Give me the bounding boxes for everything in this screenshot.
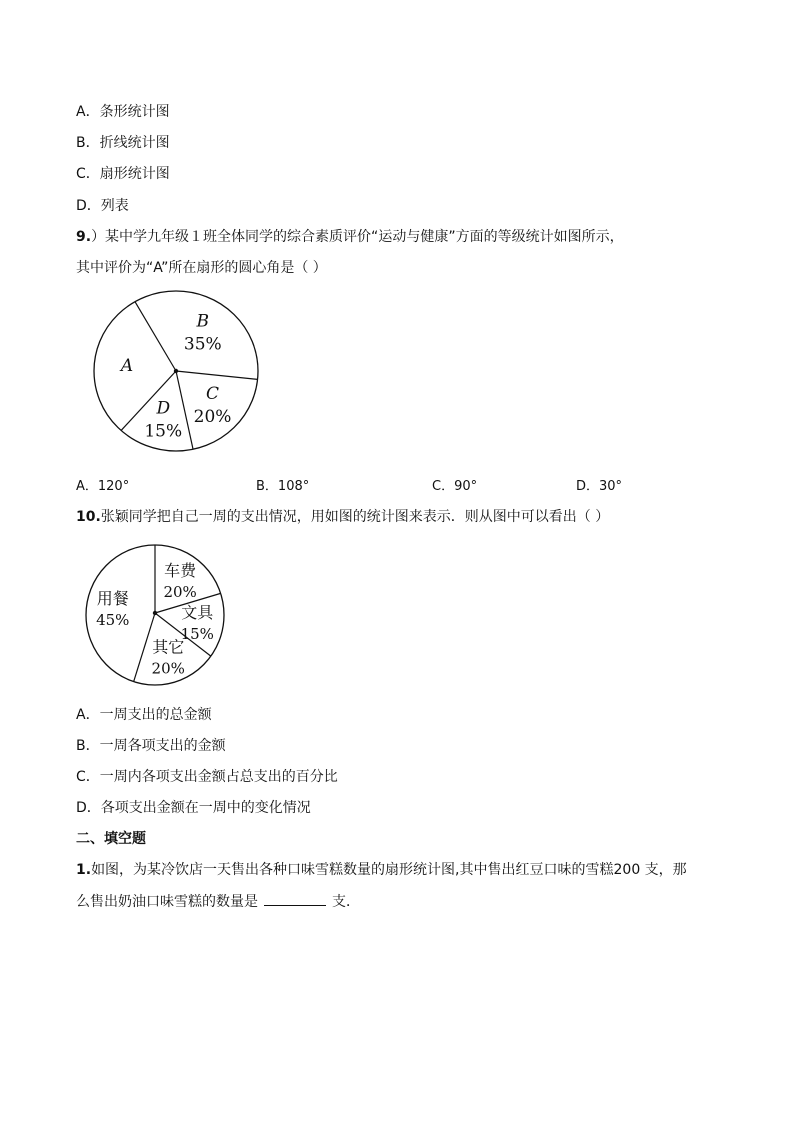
q10-question <box>76 507 609 527</box>
fill1-text-after-blank: 支． <box>332 894 360 910</box>
q9-question-line1 <box>76 227 624 247</box>
q9-option-b: B．108° <box>256 479 310 494</box>
q9-pie-percent-c: 20% <box>193 407 232 428</box>
q10-pie-label-slice-1: 文具 <box>181 602 214 622</box>
q9-option-c: C．90° <box>432 479 478 494</box>
q9-option-a: A．120° <box>76 479 130 494</box>
fill1-text-before-blank: 么售出奶油口味雪糕的数量是 <box>76 894 258 910</box>
q10-option-b: B．一周各项支出的金额 <box>76 738 226 754</box>
q10-pie-percent-slice-0: 20% <box>163 582 197 601</box>
q9-pie-label-c: C <box>206 384 220 405</box>
q8-option-a: A．条形统计图 <box>76 104 170 120</box>
q10-pie-label-slice-3: 用餐 <box>96 589 129 609</box>
q10-option-a: A．一周支出的总金额 <box>76 707 212 723</box>
fill1-question-line2 <box>76 891 360 912</box>
fill1-question-line1 <box>76 860 687 880</box>
q10-pie-percent-slice-1: 15% <box>180 624 214 643</box>
q9-pie-svg <box>90 287 262 455</box>
q10-pie-svg <box>80 540 230 690</box>
q9-text-line1: ）某中学九年级１班全体同学的综合素质评价“运动与健康”方面的等级统计如图所示， <box>91 229 624 245</box>
q8-option-b: B．折线统计图 <box>76 135 170 151</box>
q9-pie-center-dot <box>174 369 178 373</box>
q10-pie-center-dot <box>153 611 157 615</box>
q10-option-c: C．一周内各项支出金额占总支出的百分比 <box>76 769 338 785</box>
q9-text-line2: 其中评价为“A”所在扇形的圆心角是（ ） <box>76 260 327 276</box>
q10-text: 张颖同学把自己一周的支出情况，用如图的统计图来表示．则从图中可以看出（ ） <box>100 509 610 525</box>
q9-pie-label-d: D <box>156 398 171 419</box>
q8-option-c: C．扇形统计图 <box>76 166 170 182</box>
q10-pie-percent-slice-2: 20% <box>151 659 185 678</box>
q10-pie-label-slice-2: 其它 <box>152 637 185 657</box>
q10-pie-chart <box>80 540 230 694</box>
q9-pie-chart <box>90 287 262 459</box>
q9-pie-label-a: A <box>120 355 134 376</box>
q9-pie-percent-b: 35% <box>183 334 222 355</box>
q10-pie-percent-slice-3: 45% <box>96 611 130 630</box>
q9-pie-percent-d: 15% <box>144 421 183 442</box>
q8-option-d: D．列表 <box>76 198 129 214</box>
q9-pie-boundary-0 <box>135 302 176 371</box>
q9-pie-boundary-1 <box>176 371 258 379</box>
q9-pie-label-b: B <box>196 311 210 332</box>
fill1-number: 1. <box>76 862 92 878</box>
section-heading: 二、填空题 <box>76 831 146 847</box>
q9-option-d: D．30° <box>576 479 623 494</box>
q9-number: 9. <box>76 229 92 245</box>
fill1-text-line1: 如图，为某冷饮店一天售出各种口味雪糕数量的扇形统计图,其中售出红豆口味的雪糕200 支，那 <box>91 862 687 878</box>
q10-number: 10. <box>76 509 101 525</box>
q10-option-d: D．各项支出金额在一周中的变化情况 <box>76 800 311 816</box>
answer-blank[interactable] <box>264 891 326 906</box>
q10-pie-label-slice-0: 车费 <box>164 560 197 580</box>
